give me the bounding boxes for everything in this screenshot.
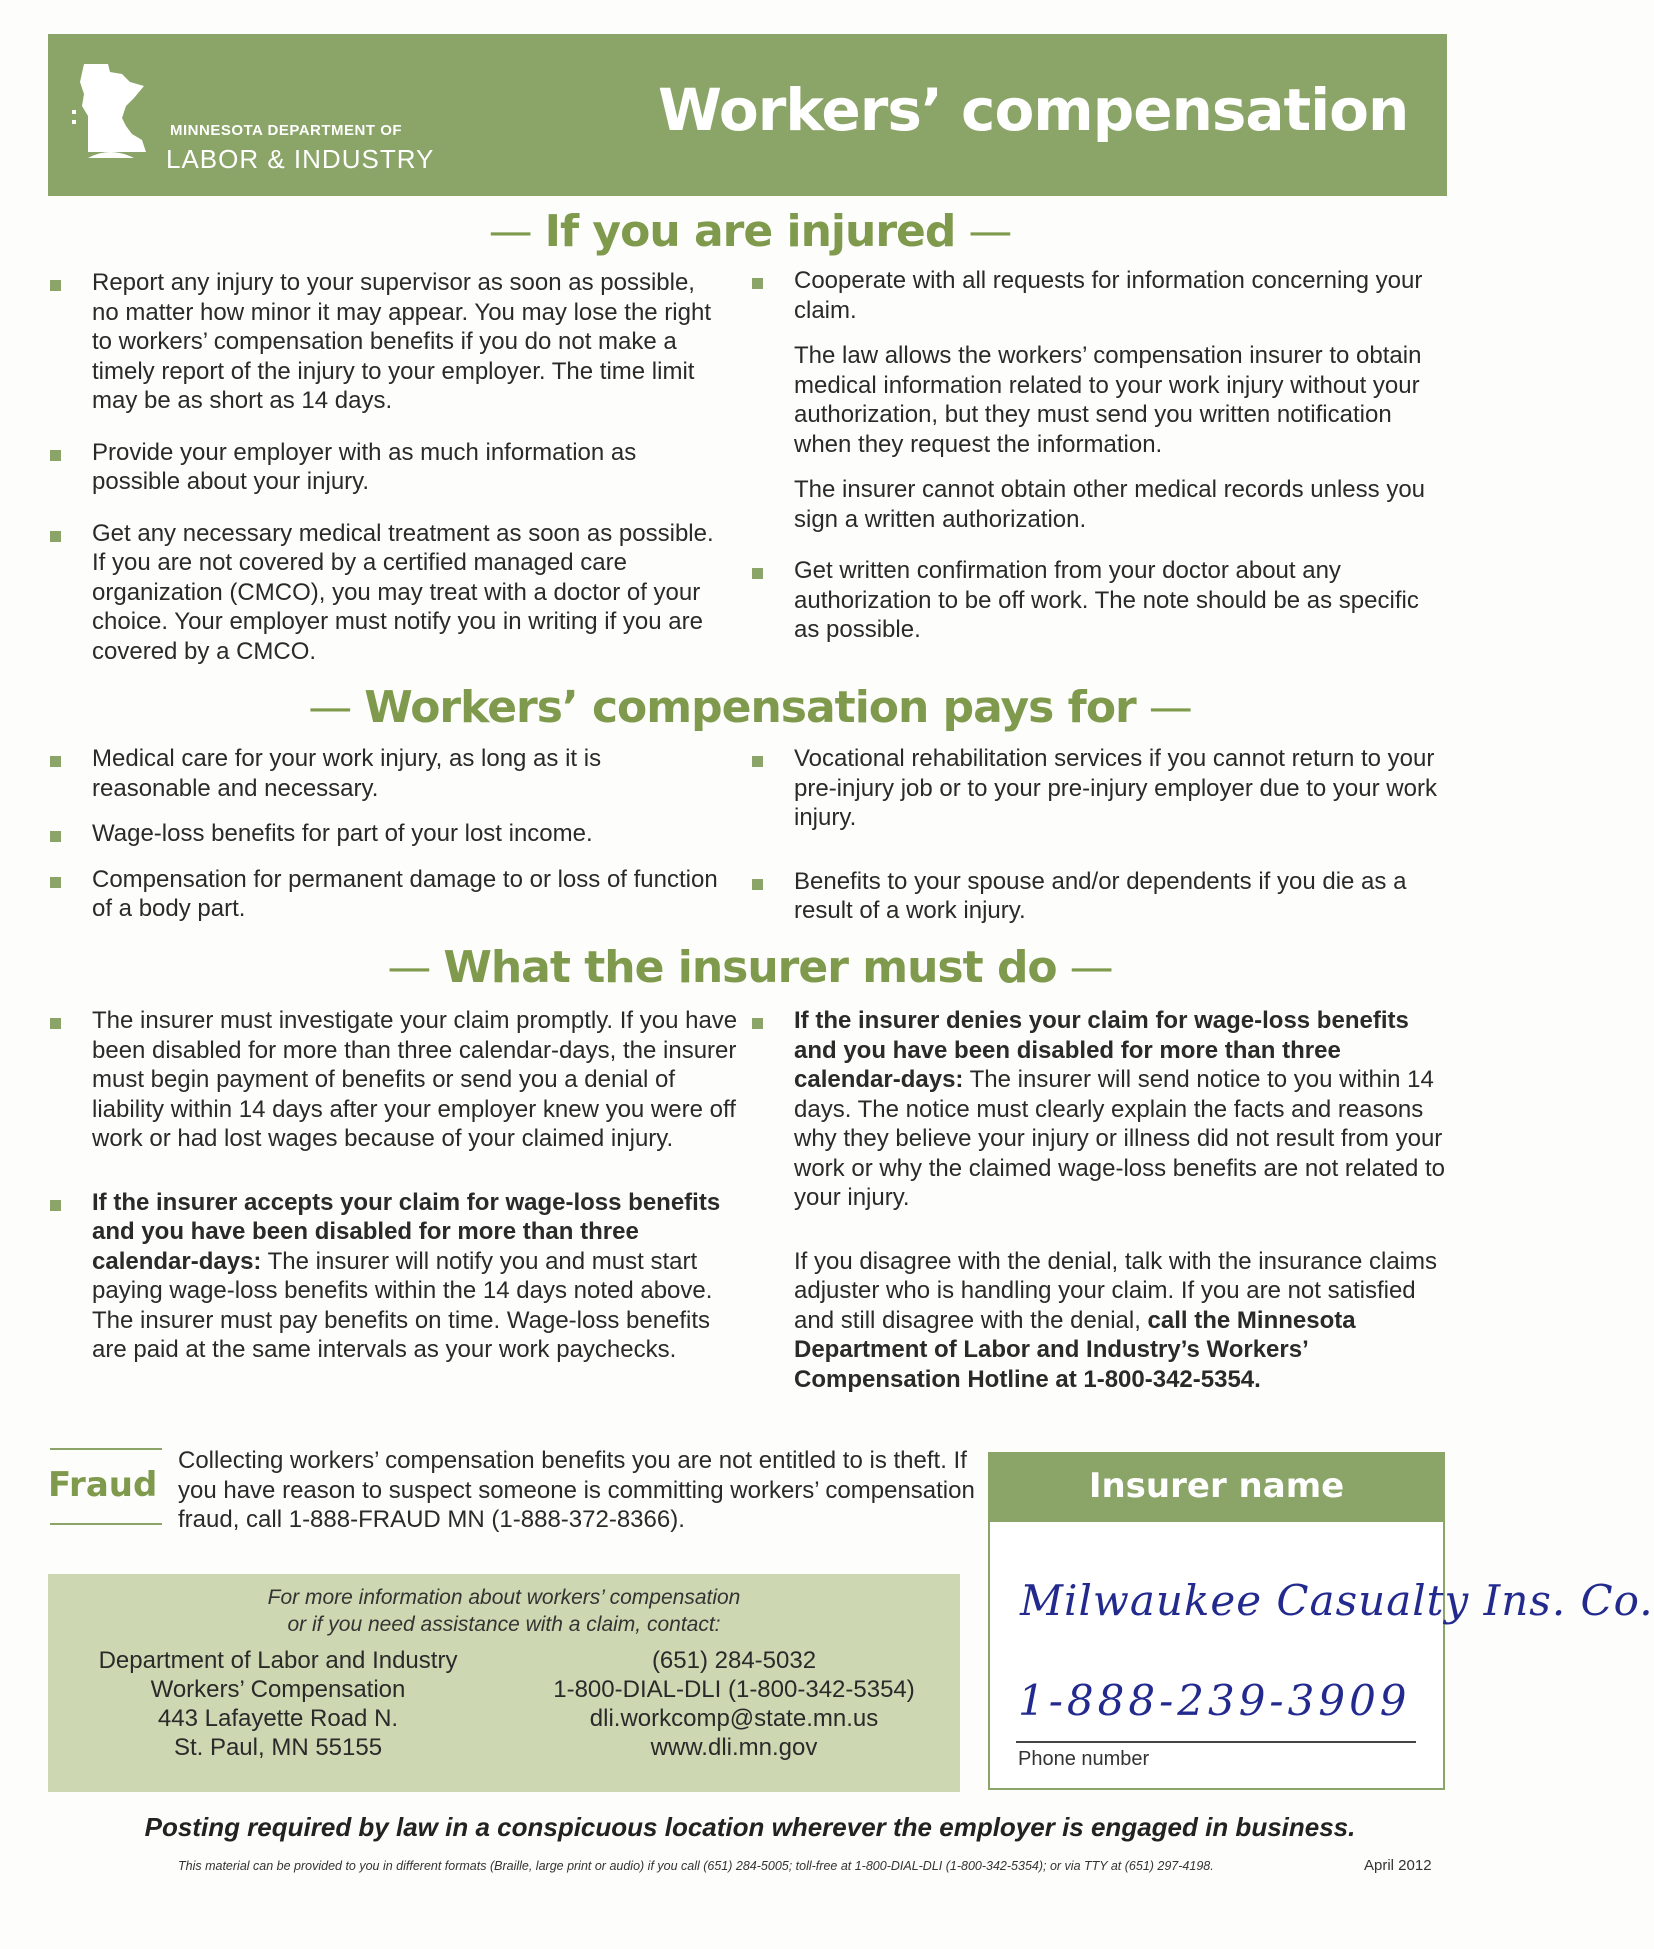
address-line: Workers’ Compensation [150, 1676, 406, 1703]
section-heading-pays-for: — Workers’ compensation pays for — [308, 682, 1192, 733]
insurer-name-handwritten: Milwaukee Casualty Ins. Co. [1020, 1576, 1654, 1625]
bold-lead: If the insurer accepts your claim for wage-loss benefits and you have been disabled for more than three calendar-days: [92, 1188, 721, 1275]
phone-underline [1016, 1741, 1416, 1743]
paragraph: The insurer cannot obtain other medical records unless you sign a written authorization. [794, 476, 1426, 533]
fraud-text: Collecting workers’ compensation benefits you are not entitled to is theft. If you have reason to suspect someone is committing workers’ compensation fraud, call 1-888-FRAUD MN (1-888-372-8366). [178, 1447, 975, 1533]
list-item: Cooperate with all requests for information concerning your claim. [750, 266, 1450, 325]
header-banner [48, 34, 1447, 196]
website-url: www.dli.mn.gov [650, 1734, 818, 1761]
insurer-phone-handwritten: 1-888-239-3909 [1018, 1676, 1411, 1725]
list-item: Wage-loss benefits for part of your lost income. [48, 819, 718, 849]
list-item [750, 1006, 1450, 1213]
body-text: The insurer will notify you and must start paying wage-loss benefits within the 14 days noted above. The insurer must pay benefits on time. Wage-loss benefits are paid at the same intervals as your work paychecks. [92, 1247, 713, 1363]
logo-line-1: MINNESOTA DEPARTMENT OF [170, 122, 403, 139]
list-item: Get any necessary medical treatment as soon as possible. If you are not covered by a certified managed care organization (CMCO), you may treat with a doctor of your choice. Your employer must notify you in writing if you are covered by a CMCO. [48, 519, 718, 667]
injured-right-column [750, 266, 1450, 645]
divider [50, 1448, 162, 1450]
section-heading-text: If you are injured [544, 206, 956, 257]
address-line: 443 Lafayette Road N. [157, 1705, 399, 1732]
address-line: St. Paul, MN 55155 [173, 1734, 383, 1761]
contact-intro-line: For more information about workers’ compensation [267, 1586, 741, 1609]
list-item [48, 1188, 748, 1365]
pays-right-column [750, 744, 1450, 926]
posting-notice: Posting required by law in a conspicuous location wherever the employer is engaged in business. [144, 1812, 1356, 1842]
list-item: Get written confirmation from your doctor about any authorization to be off work. The note should be as specific as possible. [750, 556, 1450, 645]
list-item: Benefits to your spouse and/or dependents if you die as a result of a work injury. [750, 867, 1450, 926]
list-item: Compensation for permanent damage to or loss of function of a body part. [48, 865, 718, 924]
page-title: Workers’ compensation [658, 76, 1409, 144]
body-text: If you disagree with the denial, talk with the insurance claims adjuster who is handling your claim. If you are not satisfied and still disagree with the denial, [794, 1247, 1437, 1334]
section-heading-text: What the insurer must do [443, 942, 1057, 993]
pays-left-column [48, 744, 718, 924]
toll-free-number: 1-800-DIAL-DLI (1-800-342-5354) [553, 1676, 915, 1703]
body-text: The insurer will send notice to you within 14 days. The notice must clearly explain the facts and reasons why they believe your injury or illness did not result from your work or why the claimed wage-loss benefits are not related to your injury. [794, 1066, 1445, 1211]
list-item: Provide your employer with as much information as possible about your injury. [48, 438, 718, 497]
injured-left-column [48, 268, 718, 666]
list-item: Report any injury to your supervisor as soon as possible, no matter how minor it may appear. You may lose the right to workers’ compensation benefits if you do not make a timely report of the injury to your employer. The time limit may be as short as 14 days. [48, 268, 718, 416]
insurer-heading: Insurer name [990, 1454, 1443, 1522]
list-item: Medical care for your work injury, as long as it is reasonable and necessary. [48, 744, 718, 803]
minnesota-state-icon [70, 60, 160, 170]
accessibility-note: This material can be provided to you in different formats (Braille, large print or audio) if you call (651) 284-5005; toll-free at 1-800-DIAL-DLI (1-800-342-5354); or via TTY at (651) 297-4198. [178, 1859, 1214, 1873]
contact-address [68, 1646, 488, 1762]
contact-box [48, 1574, 960, 1792]
bold-lead: If the insurer denies your claim for wage-loss benefits and you have been disabled for more than three calendar-days: [794, 1007, 1409, 1093]
paragraph: The law allows the workers’ compensation insurer to obtain medical information related to your work injury without your authorization, but they must send you written notification when they request the information. [794, 342, 1422, 458]
hotline-text: call the Minnesota Department of Labor and Industry’s Workers’ Compensation Hotline at 1-800-342-5354. [794, 1306, 1356, 1393]
section-heading-insurer-must-do: — What the insurer must do — [387, 942, 1113, 993]
logo-line-2: LABOR & INDUSTRY [166, 144, 435, 174]
email-address: dli.workcomp@state.mn.us [589, 1705, 879, 1732]
contact-intro [48, 1584, 960, 1638]
contact-intro-line: or if you need assistance with a claim, contact: [287, 1613, 721, 1636]
mn-dli-logo [70, 60, 470, 174]
address-line: Department of Labor and Industry [98, 1647, 458, 1674]
divider [50, 1523, 162, 1525]
publication-date: April 2012 [1364, 1857, 1432, 1874]
phone-number-label: Phone number [1018, 1748, 1150, 1770]
phone-number: (651) 284-5032 [651, 1647, 817, 1674]
section-heading-text: Workers’ compensation pays for [364, 682, 1136, 733]
insurer-box [988, 1452, 1654, 1790]
list-item: Vocational rehabilitation services if you cannot return to your pre-injury job or to your pre-injury employer due to your work injury. [750, 744, 1450, 833]
paragraph [750, 1247, 1450, 1395]
contact-channels [534, 1646, 934, 1762]
insurer-right-column [750, 1006, 1450, 1394]
fraud-label: Fraud [48, 1465, 158, 1505]
list-item: The insurer must investigate your claim promptly. If you have been disabled for more than three calendar-days, the insurer must begin payment of benefits or send you a denial of liability within 14 days after your employer knew you were off work or had lost wages because of your claimed injury. [48, 1006, 748, 1154]
insurer-left-column [48, 1006, 748, 1365]
section-heading-injured: — If you are injured — [488, 206, 1012, 257]
